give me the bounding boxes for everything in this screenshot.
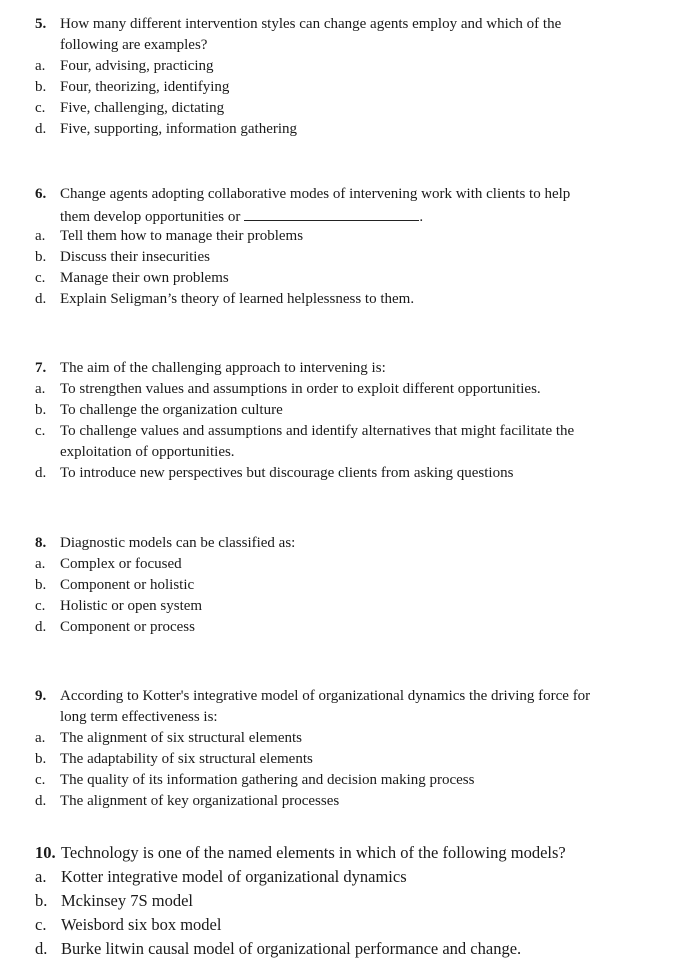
question-stem-continued: long term effectiveness is: bbox=[60, 709, 218, 725]
option-c: c. Manage their own problems bbox=[35, 270, 229, 286]
option-d: d. Explain Seligman’s theory of learned helplessness to them. bbox=[35, 291, 415, 307]
option-b: b. Four, theorizing, identifying bbox=[35, 79, 230, 95]
question-stem-continued: following are examples? bbox=[60, 37, 208, 53]
question-stem: 6. Change agents adopting collaborative modes of intervening work with clients to help bbox=[0, 184, 689, 205]
option-c-continued: exploitation of opportunities. bbox=[60, 444, 235, 460]
option-a: a. Tell them how to manage their problems bbox=[35, 228, 304, 244]
option-b: b. Component or holistic bbox=[35, 577, 195, 593]
option-c: c. Five, challenging, dictating bbox=[35, 100, 225, 116]
option-b: b. Discuss their insecurities bbox=[35, 249, 210, 265]
option-a: a. The alignment of six structural elements bbox=[35, 730, 303, 746]
question-stem: 10. Technology is one of the named elements in which of the following models? bbox=[0, 841, 689, 865]
option-c: c. Weisbord six box model bbox=[35, 915, 222, 934]
option-b: b. To challenge the organization culture bbox=[35, 402, 283, 418]
question-number: 6. bbox=[35, 186, 47, 202]
question-stem: 8. Diagnostic models can be classified as: bbox=[0, 533, 689, 554]
option-d: d. Five, supporting, information gathering bbox=[35, 121, 298, 137]
option-a: a. Complex or focused bbox=[35, 556, 182, 572]
option-b: b. Mckinsey 7S model bbox=[35, 891, 193, 910]
question-8 bbox=[0, 533, 689, 638]
question-number: 9. bbox=[35, 688, 47, 704]
option-d: d. The alignment of key organizational processes bbox=[35, 793, 340, 809]
option-c: c. To challenge values and assumptions and identify alternatives that might facilitate the bbox=[35, 423, 575, 439]
question-number: 7. bbox=[35, 360, 47, 376]
option-d: d. Burke litwin causal model of organizational performance and change. bbox=[35, 939, 522, 958]
option-a: a. Kotter integrative model of organizational dynamics bbox=[35, 867, 407, 886]
question-number: 5. bbox=[35, 16, 47, 32]
question-10 bbox=[0, 841, 689, 961]
question-stem: 7. The aim of the challenging approach to intervening is: bbox=[0, 358, 689, 379]
question-stem: 5. How many different intervention styles can change agents employ and which of the bbox=[0, 14, 689, 35]
question-6 bbox=[0, 184, 689, 310]
question-number: 8. bbox=[35, 535, 47, 551]
option-d: d. Component or process bbox=[35, 619, 195, 635]
question-number: 10. bbox=[35, 843, 56, 862]
option-d: d. To introduce new perspectives but discourage clients from asking questions bbox=[35, 465, 514, 481]
question-7 bbox=[0, 358, 689, 484]
question-stem: 9. According to Kotter's integrative model of organizational dynamics the driving force for bbox=[0, 686, 689, 707]
question-stem-continued: them develop opportunities or . bbox=[0, 205, 689, 226]
fill-in-blank bbox=[244, 205, 419, 221]
option-b: b. The adaptability of six structural elements bbox=[35, 751, 313, 767]
option-c: c. Holistic or open system bbox=[35, 598, 203, 614]
option-a: a. Four, advising, practicing bbox=[35, 58, 214, 74]
question-9 bbox=[0, 686, 689, 812]
option-c: c. The quality of its information gathering and decision making process bbox=[35, 772, 475, 788]
question-5 bbox=[0, 14, 689, 140]
option-a: a. To strengthen values and assumptions in order to exploit different opportunities. bbox=[35, 381, 541, 397]
